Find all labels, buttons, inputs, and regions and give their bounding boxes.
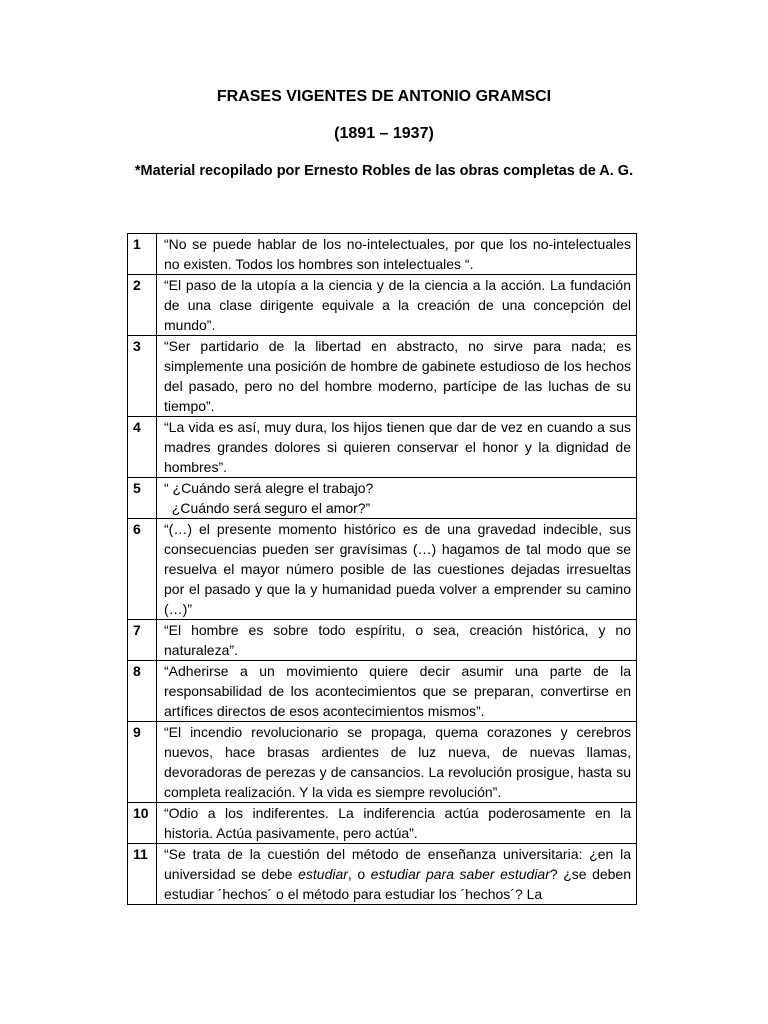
quote-number: 2 (128, 275, 157, 336)
quote-text: “El hombre es sobre todo espíritu, o sea, creación histórica, y no naturaleza”. (157, 620, 637, 661)
table-row (128, 620, 637, 661)
quote-text: “Ser partidario de la libertad en abstracto, no sirve para nada; es simplemente una posición de hombre de gabinete estudioso de los hechos del pasado, pero no del hombre moderno, partícipe de las luchas de su tiempo”. (157, 336, 637, 417)
document-title: FRASES VIGENTES DE ANTONIO GRAMSCI (216, 88, 552, 105)
quote-text-part: “Se trata de la cuestión del método de enseñanza universitaria: ¿en la universidad se debe (164, 846, 631, 882)
document-years: (1891 – 1937) (334, 125, 434, 142)
quote-line: “ ¿Cuándo será alegre el trabajo? (164, 480, 374, 496)
quote-text (157, 478, 637, 519)
quote-text-part: ? ¿se deben estudiar ´hechos´ o el método para estudiar los ´hechos´? La (164, 866, 631, 902)
quote-number: 6 (128, 519, 157, 620)
quote-text (157, 844, 637, 905)
quote-line: ¿Cuándo será seguro el amor?” (164, 500, 371, 516)
quote-number: 1 (128, 234, 157, 275)
quote-emphasis: estudiar para saber estudiar (370, 866, 550, 882)
table-row (128, 661, 637, 722)
quote-number: 9 (128, 722, 157, 803)
quote-text: “El paso de la utopía a la ciencia y de la ciencia a la acción. La fundación de una clase dirigente equivale a la creación de una concepción del mundo”. (157, 275, 637, 336)
quote-text: “No se puede hablar de los no-intelectuales, por que los no-intelectuales no existen. Todos los hombres son intelectuales “. (157, 234, 637, 275)
table-row (128, 722, 637, 803)
table-row (128, 417, 637, 478)
table-row (128, 519, 637, 620)
quote-text: “(…) el presente momento histórico es de una gravedad indecible, sus consecuencias pueden ser gravísimas (…) hagamos de tal modo que se resuelva el mayor número posible de las cuestiones dejadas irresueltas por el pasado y que la y humanidad pueda volver a emprender su camino (…)” (157, 519, 637, 620)
quote-text-part: , o (347, 866, 371, 882)
table-row (128, 234, 637, 275)
quote-number: 11 (128, 844, 157, 905)
quote-number: 4 (128, 417, 157, 478)
table-row (128, 803, 637, 844)
document-subtitle: *Material recopilado por Ernesto Robles de las obras completas de A. G. (134, 163, 634, 179)
table-row (128, 336, 637, 417)
table-row (128, 478, 637, 519)
quote-number: 3 (128, 336, 157, 417)
table-row (128, 275, 637, 336)
quote-number: 8 (128, 661, 157, 722)
quotes-table (127, 233, 637, 905)
quote-number: 10 (128, 803, 157, 844)
quote-text: “Adherirse a un movimiento quiere decir asumir una parte de la responsabilidad de los acontecimientos que se preparan, convertirse en artífices directos de esos acontecimientos mismos”. (157, 661, 637, 722)
quote-emphasis: estudiar (298, 866, 348, 882)
quote-text: “La vida es así, muy dura, los hijos tienen que dar de vez en cuando a sus madres grandes dolores si quieren conservar el honor y la dignidad de hombres”. (157, 417, 637, 478)
quote-text: “El incendio revolucionario se propaga, quema corazones y cerebros nuevos, hace brasas ardientes de luz nueva, de nuevas llamas, devoradoras de perezas y de cansancios. La revolución prosigue, hasta su completa realización. Y la vida es siempre revolución”. (157, 722, 637, 803)
table-row (128, 844, 637, 905)
quote-number: 5 (128, 478, 157, 519)
quote-number: 7 (128, 620, 157, 661)
quote-text: “Odio a los indiferentes. La indiferencia actúa poderosamente en la historia. Actúa pasivamente, pero actúa”. (157, 803, 637, 844)
